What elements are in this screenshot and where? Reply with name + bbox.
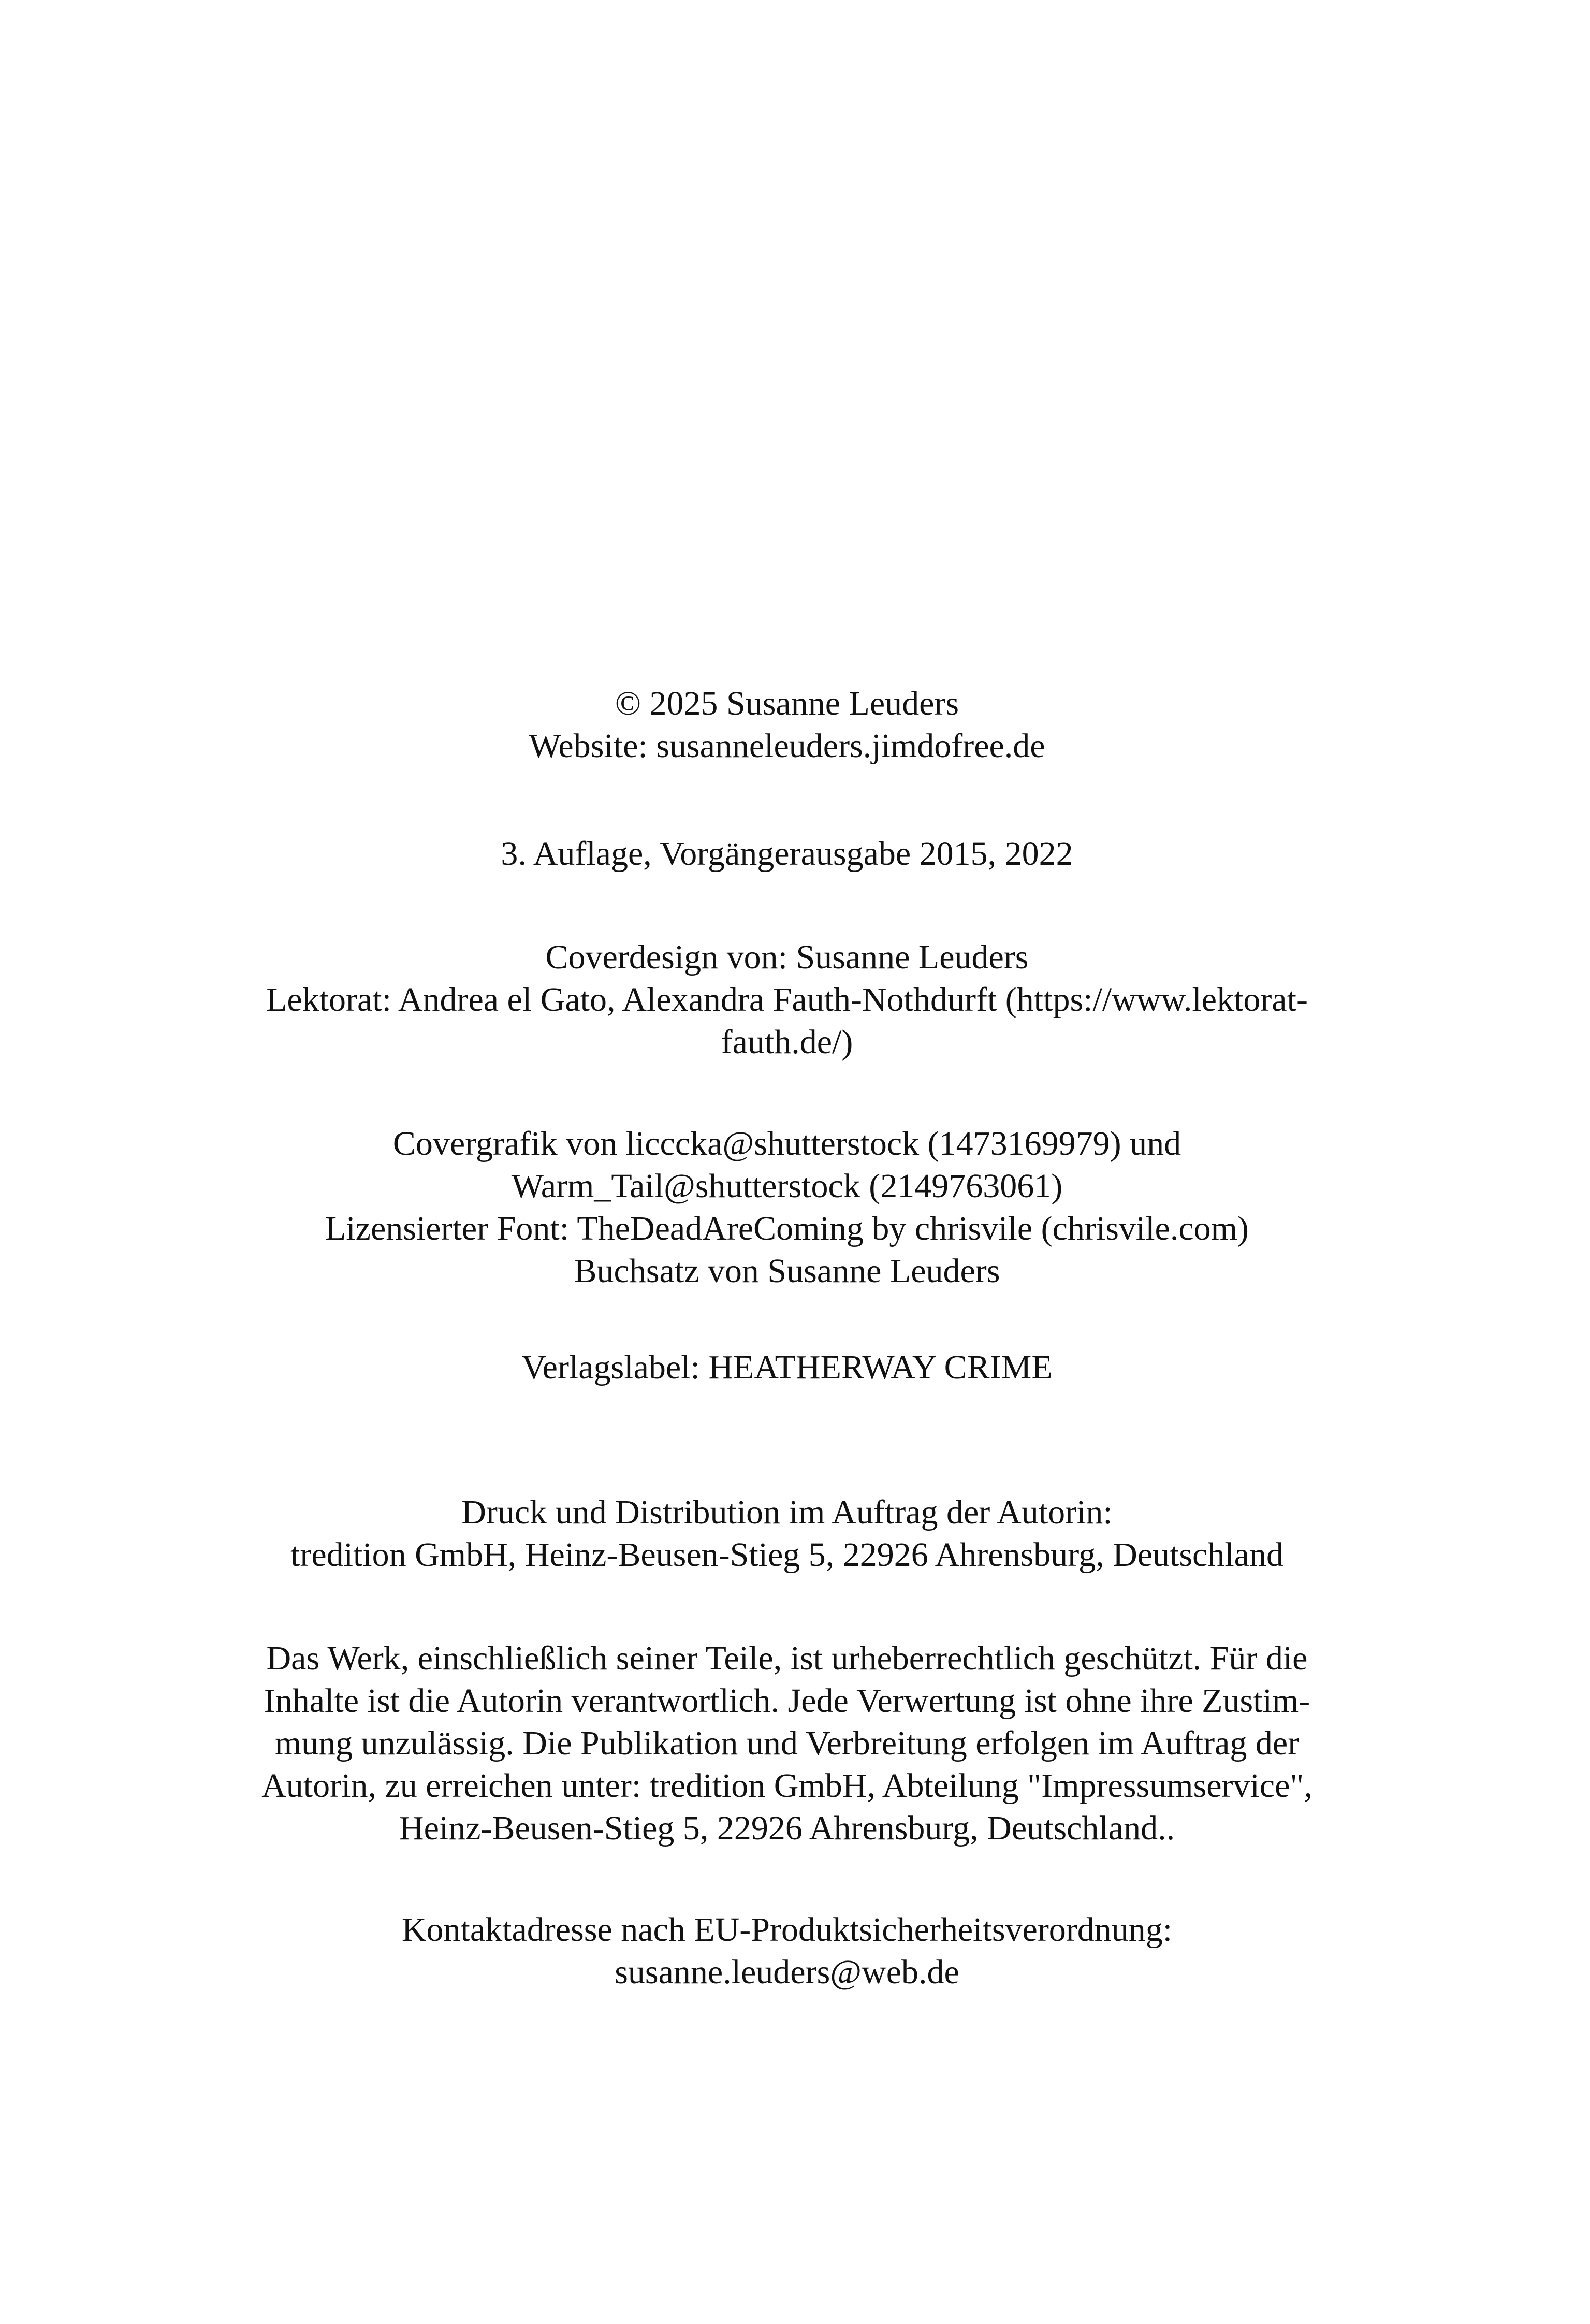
editing-credit-line-2: fauth.de/) <box>721 1023 853 1061</box>
edition-info: 3. Auflage, Vorgängerausgabe 2015, 2022 <box>501 835 1073 873</box>
legal-notice-line: mung unzulässig. Die Publikation und Verbreitung erfolgen im Auftrag der <box>274 1724 1300 1762</box>
copyright-block <box>155 682 1419 767</box>
contact-block <box>155 1909 1419 1994</box>
legal-notice-line: Autorin, zu erreichen unter: tredition GmbH, Abteilung "Impressumservice", <box>261 1767 1312 1805</box>
legal-notice-line: Inhalte ist die Autorin verantwortlich. Jede Verwertung ist ohne ihre Zustim- <box>264 1682 1310 1720</box>
font-license: Lizensierter Font: TheDeadAreComing by chrisvile (chrisvile.com) <box>325 1210 1249 1247</box>
cover-design-credit: Coverdesign von: Susanne Leuders <box>545 938 1029 976</box>
print-distribution-line-1: Druck und Distribution im Auftrag der Autorin: <box>461 1493 1113 1531</box>
contact-email: susanne.leuders@web.de <box>615 1953 959 1991</box>
typesetting-credit: Buchsatz von Susanne Leuders <box>574 1252 1000 1290</box>
edition-block <box>155 833 1419 875</box>
legal-notice-line: Heinz-Beusen-Stieg 5, 22926 Ahrensburg, Deutschland.. <box>399 1809 1175 1847</box>
author-website: Website: susanneleuders.jimdofree.de <box>529 727 1045 765</box>
publisher-label: Verlagslabel: HEATHERWAY CRIME <box>521 1348 1053 1386</box>
print-distribution-line-2: tredition GmbH, Heinz-Beusen-Stieg 5, 22926 Ahrensburg, Deutschland <box>290 1536 1283 1574</box>
legal-notice-line: Das Werk, einschließlich seiner Teile, ist urheberrechtlich geschützt. Für die <box>266 1639 1308 1677</box>
cover-graphic-credit-line-2: Warm_Tail@shutterstock (2149763061) <box>511 1167 1063 1205</box>
contact-heading: Kontaktadresse nach EU-Produktsicherheitsverordnung: <box>401 1911 1173 1949</box>
print-distribution-block <box>155 1491 1419 1576</box>
publisher-label-block <box>155 1346 1419 1389</box>
cover-graphic-credit-line-1: Covergrafik von licccka@shutterstock (1473169979) und <box>392 1125 1181 1163</box>
credits-block <box>155 936 1419 1064</box>
copyright-notice: © 2025 Susanne Leuders <box>615 685 959 722</box>
editing-credit-line-1: Lektorat: Andrea el Gato, Alexandra Fauth-Nothdurft (https://www.lektorat- <box>266 981 1308 1019</box>
legal-notice-block <box>155 1637 1419 1850</box>
graphics-block <box>155 1123 1419 1292</box>
